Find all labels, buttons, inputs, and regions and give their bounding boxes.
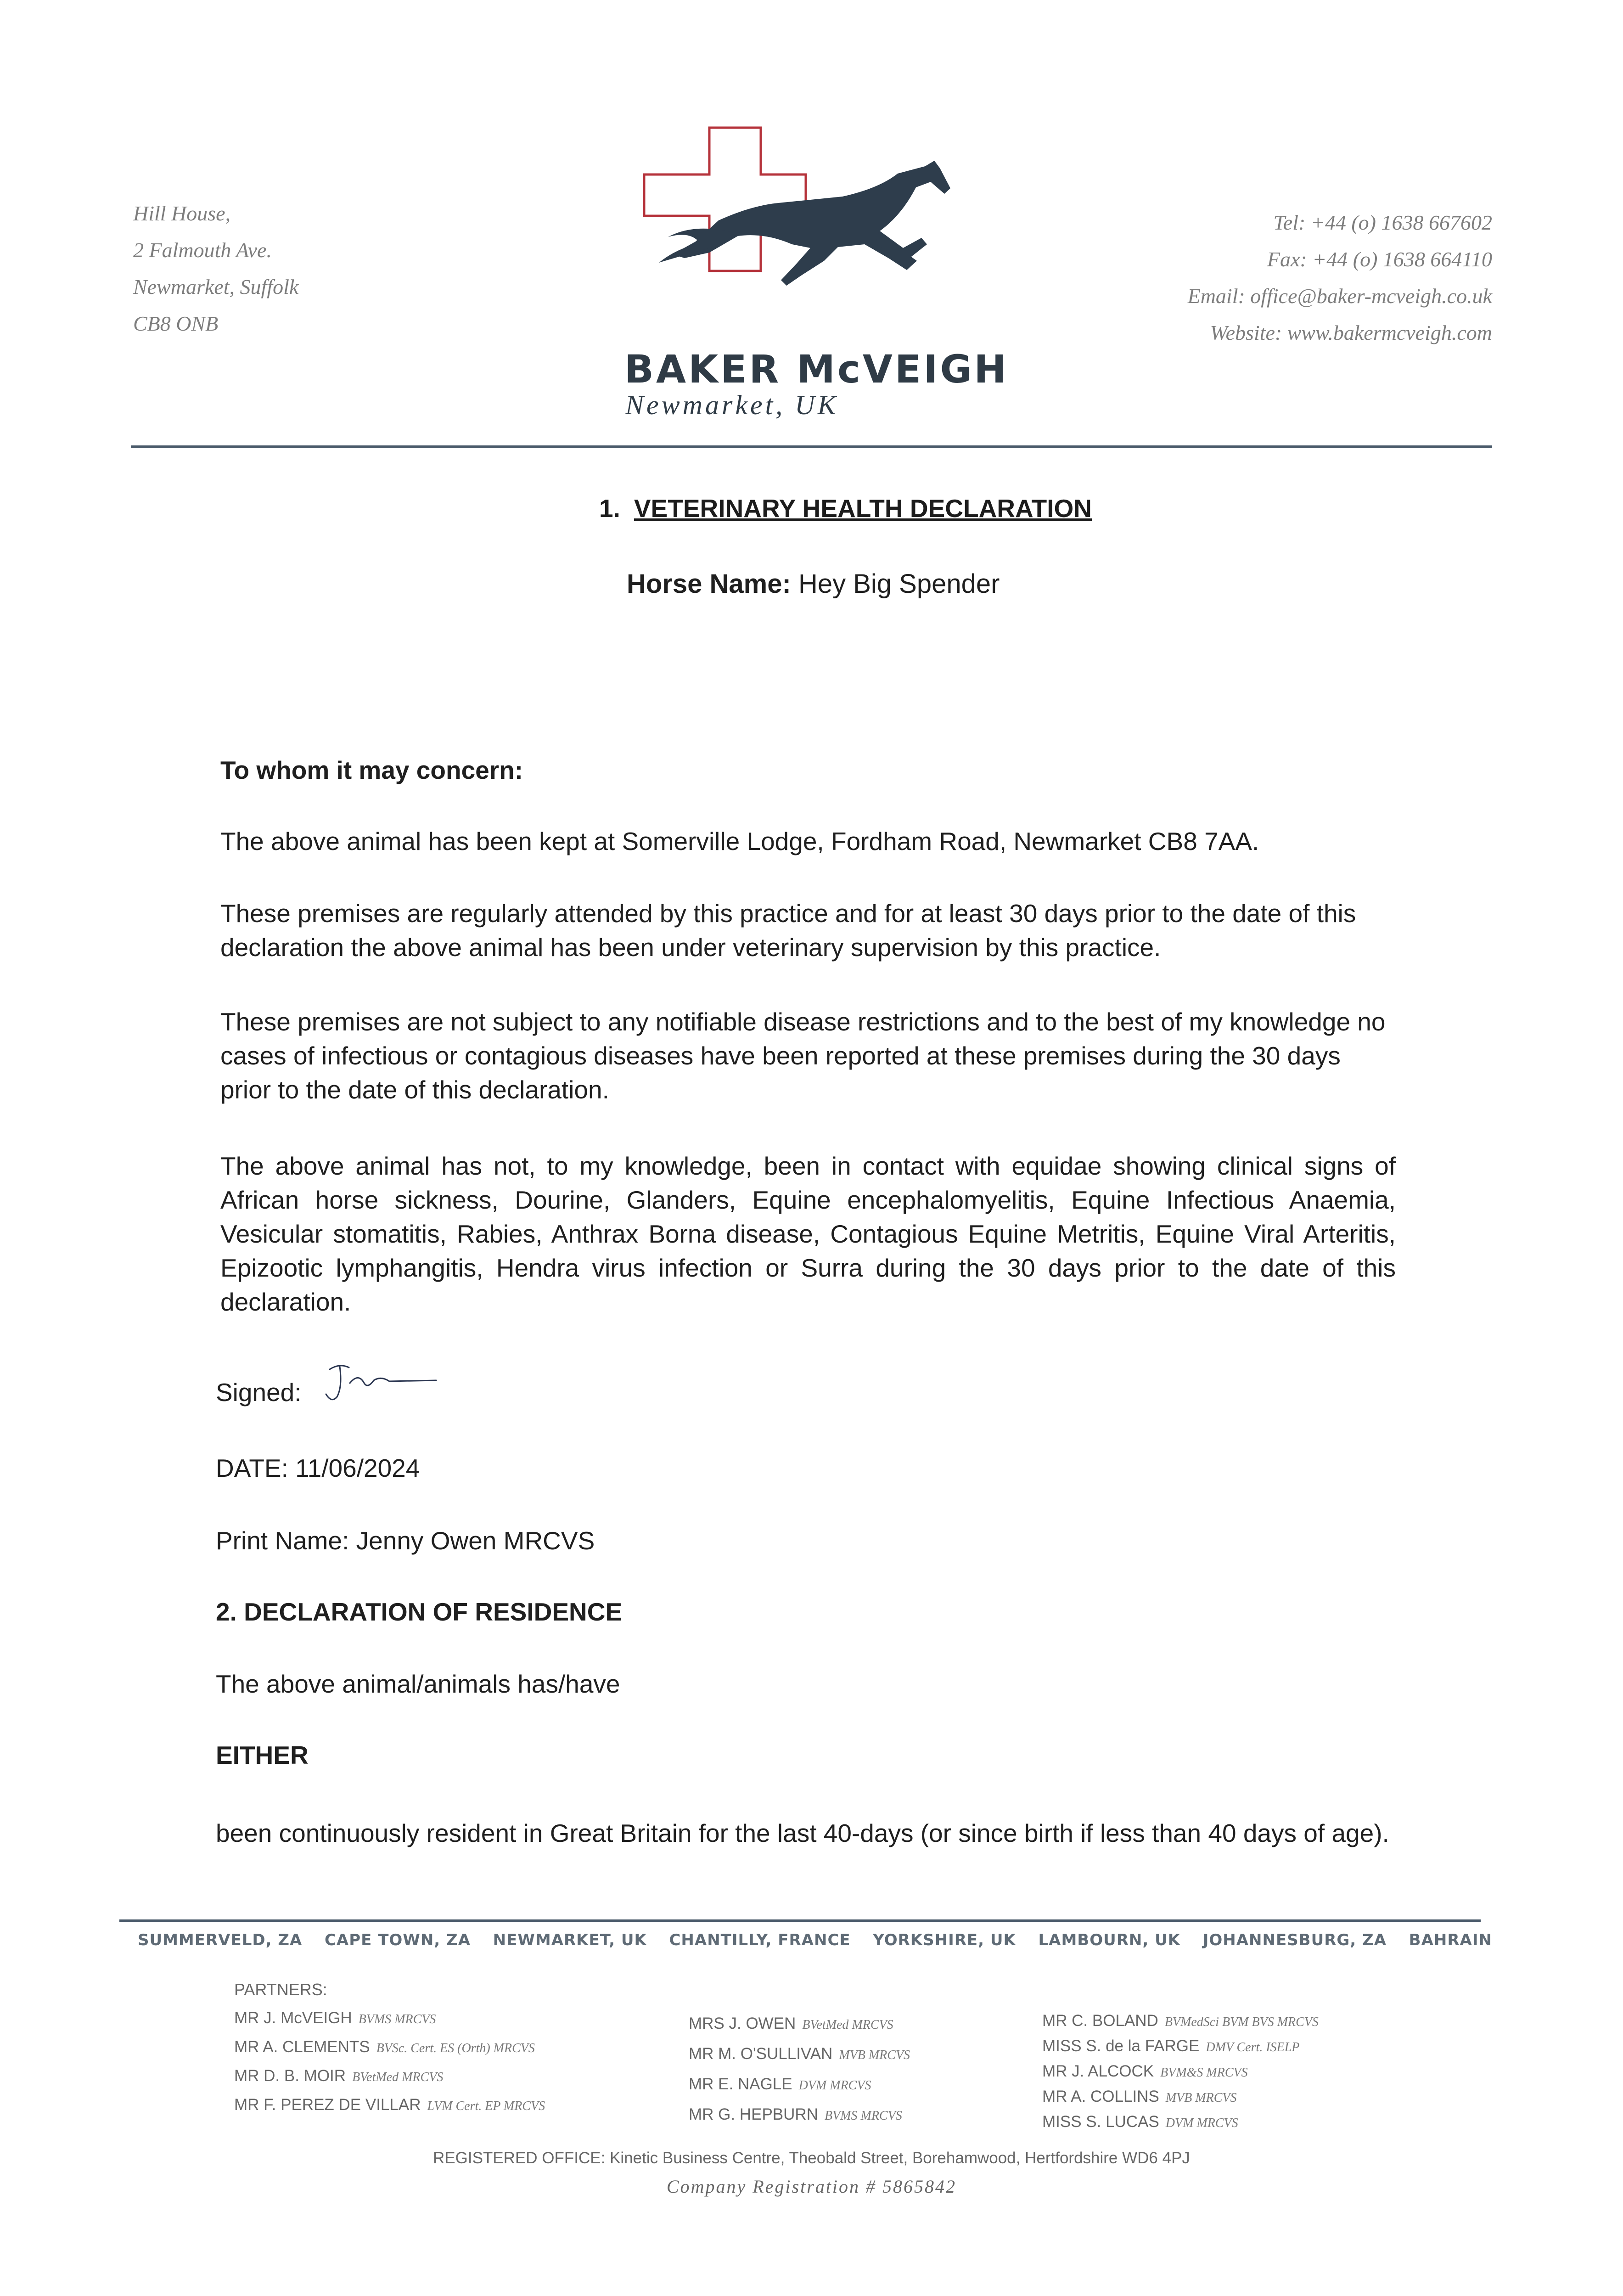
section-1-heading — [599, 494, 1092, 523]
website: Website: www.bakermcveigh.com — [1210, 321, 1492, 344]
partner-entry — [234, 2033, 545, 2062]
red-cross-outline — [644, 128, 806, 271]
horse-name-line — [627, 567, 1000, 601]
address-line: Hill House, — [133, 202, 231, 225]
email: Email: office@baker-mcveigh.co.uk — [1187, 284, 1492, 308]
office-location: JOHANNESBURG, ZA — [1202, 1931, 1387, 1949]
registered-office: REGISTERED OFFICE: Kinetic Business Centre, Theobald Street, Borehamwood, Hertfordshire WD6 4PJ — [433, 2149, 1190, 2167]
footer-divider — [119, 1919, 1481, 1922]
practice-address — [133, 195, 298, 342]
partner-qualification: BVetMed MRCVS — [802, 2018, 893, 2032]
partner-name: MR C. BOLAND — [1042, 2012, 1158, 2030]
residence-text: been continuously resident in Great Britain for the last 40-days (or since birth if less than 40 days of age). — [216, 1819, 1389, 1847]
section-title: VETERINARY HEALTH DECLARATION — [634, 494, 1092, 523]
partner-entry — [234, 2004, 545, 2033]
partner-qualification: BVSc. Cert. ES (Orth) MRCVS — [376, 2041, 535, 2055]
partner-qualification: BVMedSci BVM BVS MRCVS — [1164, 2015, 1319, 2029]
partners-column-3 — [1042, 2009, 1319, 2135]
partner-entry — [1042, 2009, 1319, 2034]
office-locations — [138, 1931, 1492, 1949]
horse-name-value: Hey Big Spender — [798, 569, 1000, 599]
partner-name: MR A. CLEMENTS — [234, 2038, 370, 2056]
partner-entry — [1042, 2060, 1319, 2085]
salutation: To whom it may concern: — [220, 756, 523, 784]
partner-qualification: MVB MRCVS — [1165, 2091, 1237, 2105]
partner-entry — [234, 2062, 545, 2091]
horse-silhouette — [673, 161, 950, 286]
partner-name: MR E. NAGLE — [689, 2075, 792, 2093]
paragraph-equidae-contact: The above animal has not, to my knowledge, been in contact with equidae showing clinical signs of African horse sickness, Dourine, Glanders, Equine encephalomyelitis, Equine Infectious Anaemia, Vesicular stomatitis, Rabies, Anthrax Borna disease, Contagious Equine Metritis, Equine Viral Arteritis, Epizootic lymphangitis, Hendra virus infection or Surra during the 30 days prior to the date of this declaration. — [220, 1152, 1396, 1316]
partners-label: PARTNERS: — [234, 1980, 327, 1999]
office-location: CHANTILLY, FRANCE — [669, 1931, 851, 1949]
signed-line — [216, 1375, 302, 1409]
office-location: CAPE TOWN, ZA — [324, 1931, 471, 1949]
partner-entry — [689, 2039, 910, 2070]
signed-label: Signed: — [216, 1378, 302, 1407]
office-location: BAHRAIN — [1409, 1931, 1492, 1949]
partner-qualification: LVM Cert. EP MRCVS — [427, 2099, 545, 2113]
partner-qualification: DVM MRCVS — [798, 2078, 871, 2093]
fax: Fax: +44 (o) 1638 664110 — [1267, 248, 1492, 271]
office-location: SUMMERVELD, ZA — [138, 1931, 303, 1949]
partner-qualification: BVetMed MRCVS — [352, 2070, 444, 2084]
horse-cross-logo — [640, 124, 971, 321]
partner-entry — [689, 2070, 910, 2100]
address-line: Newmarket, Suffolk — [133, 275, 299, 298]
partner-name: MR D. B. MOIR — [234, 2067, 346, 2085]
signature-icon — [321, 1359, 441, 1410]
partner-entry — [234, 2091, 545, 2120]
partner-name: MR J. McVEIGH — [234, 2009, 352, 2027]
horse-name-label: Horse Name: — [627, 569, 791, 599]
brand-location: Newmarket, UK — [625, 390, 839, 420]
partner-name: MISS S. de la FARGE — [1042, 2037, 1200, 2055]
partner-entry — [689, 2009, 910, 2039]
partner-qualification: BVMS MRCVS — [358, 2012, 436, 2026]
practice-contact — [1188, 204, 1492, 351]
section-2-heading: 2. DECLARATION OF RESIDENCE — [216, 1598, 623, 1626]
header-divider — [131, 445, 1492, 448]
partners-column-2 — [689, 2009, 910, 2130]
section-number: 1. — [599, 494, 620, 523]
address-line: CB8 ONB — [133, 312, 219, 335]
declaration-date: DATE: 11/06/2024 — [216, 1454, 420, 1482]
partner-name: MR F. PEREZ DE VILLAR — [234, 2096, 421, 2114]
paragraph-disease-restrictions: These premises are not subject to any notifiable disease restrictions and to the best of my knowledge no cases of infectious or contagious diseases have been reported at these premises during the 30 days prior to the date of this declaration. — [220, 1007, 1386, 1104]
paragraph-supervision: These premises are regularly attended by this practice and for at least 30 days prior to the date of this declaration the above animal has been under veterinary supervision by this practice. — [220, 899, 1356, 962]
address-line: 2 Falmouth Ave. — [133, 238, 272, 262]
company-registration: Company Registration # 5865842 — [666, 2176, 957, 2197]
partner-qualification: DMV Cert. ISELP — [1206, 2040, 1300, 2054]
telephone: Tel: +44 (o) 1638 667602 — [1273, 211, 1492, 234]
partner-name: MRS J. OWEN — [689, 2015, 796, 2032]
partner-entry — [1042, 2034, 1319, 2060]
partner-name: MR A. COLLINS — [1042, 2088, 1159, 2105]
horse-foreleg — [876, 231, 927, 262]
partner-qualification: DVM MRCVS — [1165, 2116, 1238, 2130]
office-location: LAMBOURN, UK — [1038, 1931, 1181, 1949]
office-location: NEWMARKET, UK — [493, 1931, 647, 1949]
partner-name: MR M. O'SULLIVAN — [689, 2045, 833, 2063]
partner-entry — [689, 2100, 910, 2130]
partner-name: MR J. ALCOCK — [1042, 2062, 1154, 2080]
brand-name: BAKER McVEIGH — [624, 347, 1009, 392]
partners-column-1 — [234, 2004, 545, 2120]
office-location: YORKSHIRE, UK — [873, 1931, 1016, 1949]
residence-intro: The above animal/animals has/have — [216, 1670, 620, 1698]
partner-name: MISS S. LUCAS — [1042, 2113, 1159, 2131]
partner-qualification: MVB MRCVS — [839, 2048, 910, 2062]
partner-name: MR G. HEPBURN — [689, 2105, 818, 2123]
partner-qualification: BVMS MRCVS — [824, 2109, 902, 2123]
paragraph-premises: The above animal has been kept at Somerville Lodge, Fordham Road, Newmarket CB8 7AA. — [220, 827, 1259, 855]
either-label: EITHER — [216, 1741, 309, 1769]
partner-entry — [1042, 2085, 1319, 2110]
partner-entry — [1042, 2110, 1319, 2135]
print-name: Print Name: Jenny Owen MRCVS — [216, 1526, 595, 1555]
partner-qualification: BVM&S MRCVS — [1160, 2065, 1248, 2080]
horse-tail — [659, 229, 735, 263]
